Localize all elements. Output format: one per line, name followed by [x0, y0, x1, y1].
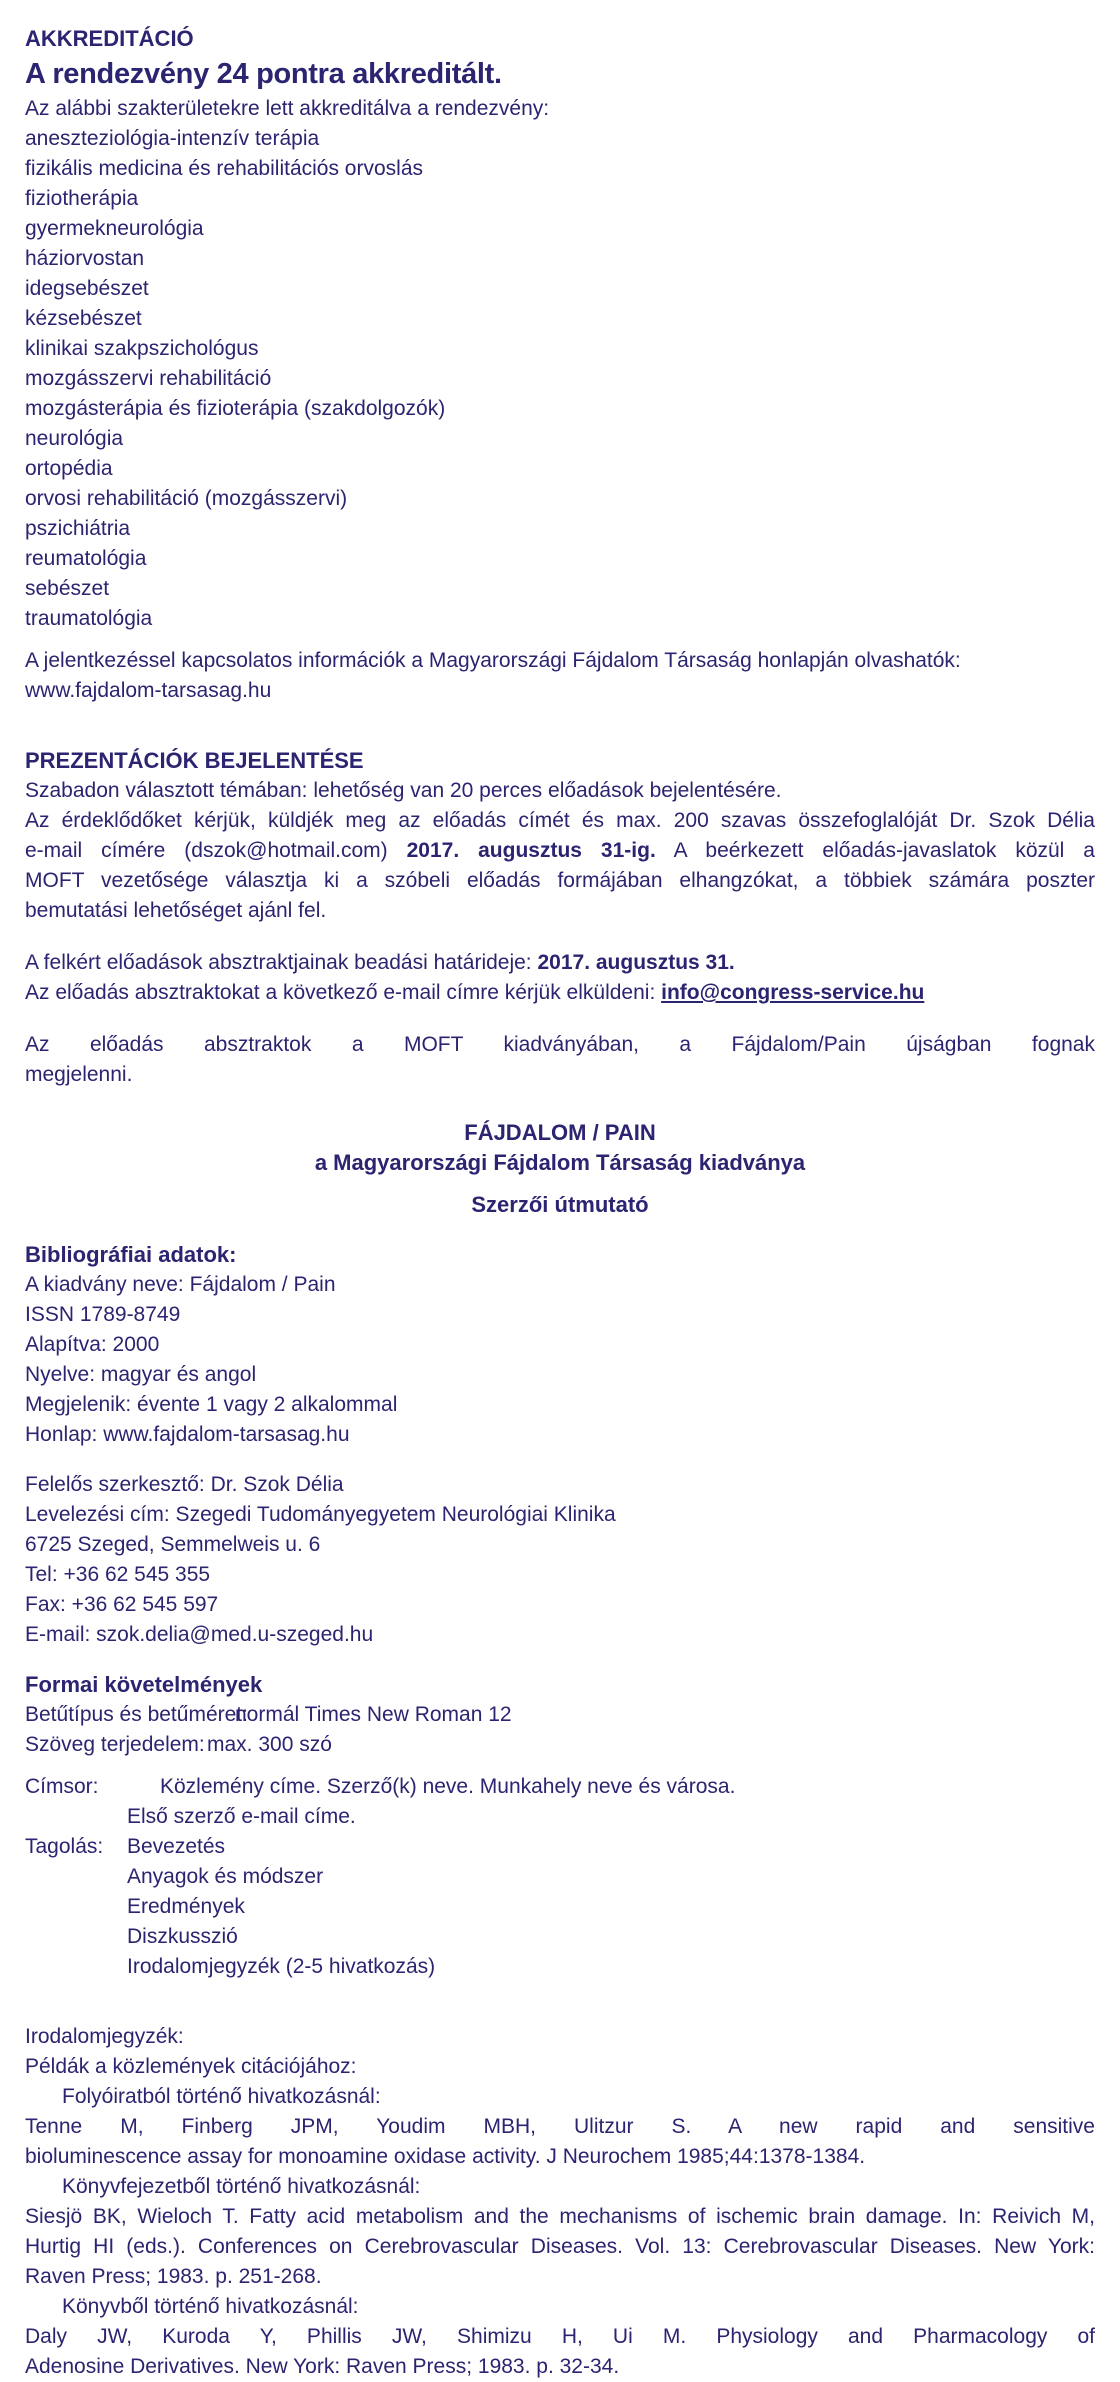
journal-citation — [25, 2112, 1095, 2172]
author-guide-heading: Szerzői útmutató — [471, 1192, 649, 1217]
book-citation-label: Könyvből történő hivatkozásnál: — [62, 2295, 359, 2318]
specialty-item: gyermekneurológia — [25, 217, 204, 240]
row-value: Közlemény címe. Szerző(k) neve. Munkahely neve és városa. — [160, 1775, 736, 1798]
specialty-item: mozgásterápia és fizioterápia (szakdolgozók) — [25, 397, 446, 420]
deadline-text: A felkért előadások absztraktjainak beadási határideje: — [25, 951, 538, 974]
specialty-item: idegsebészet — [25, 277, 149, 300]
specialty-item: kézsebészet — [25, 307, 142, 330]
accreditation-heading: AKKREDITÁCIÓ — [25, 26, 194, 51]
book-citation — [25, 2322, 1095, 2382]
paragraph-line: Az érdeklődőket kérjük, küldjék meg az előadás címét és max. 200 szavas összefoglalóját Dr. Szok Délia — [25, 809, 1095, 832]
bibliography-heading: Bibliográfiai adatok: — [25, 1242, 237, 1267]
formal-heading: Formai követelmények — [25, 1672, 263, 1697]
journal-citation-label: Folyóiratból történő hivatkozásnál: — [62, 2085, 381, 2108]
row-value: normál Times New Roman 12 — [235, 1703, 512, 1726]
bibliography-line: ISSN 1789-8749 — [25, 1303, 181, 1326]
presentations-section — [25, 746, 1095, 1090]
paragraph-line: bemutatási lehetőséget ajánl fel. — [25, 899, 327, 922]
bibliography-section — [25, 1240, 1095, 1450]
specialty-item: klinikai szakpszichológus — [25, 337, 259, 360]
row-label: Címsor: — [25, 1775, 99, 1798]
editorial-line: Tel: +36 62 545 355 — [25, 1563, 211, 1586]
specialty-item: reumatológia — [25, 547, 147, 570]
paragraph-line: Az előadás absztraktok a MOFT kiadványában, a Fájdalom/Pain újságban fognak — [25, 1033, 1095, 1056]
row-value: max. 300 szó — [207, 1733, 332, 1756]
accreditation-title: A rendezvény 24 pontra akkreditált. — [25, 58, 502, 90]
abstract-submission-paragraph — [25, 806, 1095, 926]
editorial-line: Levelezési cím: Szegedi Tudományegyetem Neurológiai Klinika — [25, 1503, 616, 1526]
email-text: Az előadás absztraktokat a következő e-mail címre kérjük elküldeni: — [25, 981, 662, 1004]
specialty-item: pszichiátria — [25, 517, 131, 540]
structure-item: Eredmények — [127, 1895, 245, 1918]
accreditation-intro: Az alábbi szakterületekre lett akkreditálva a rendezvény: — [25, 97, 550, 120]
deadline-line — [25, 948, 1095, 978]
specialty-item: háziorvostan — [25, 247, 145, 270]
row-label: Tagolás: — [25, 1835, 104, 1858]
editorial-line: Felelős szerkesztő: Dr. Szok Délia — [25, 1473, 344, 1496]
paragraph-line: megjelenni. — [25, 1063, 133, 1086]
citation-line: bioluminescence assay for monoamine oxidase activity. J Neurochem 1985;44:1378-1384. — [25, 2145, 866, 2168]
specialty-item: traumatológia — [25, 607, 153, 630]
structure-item: Anyagok és módszer — [127, 1865, 324, 1888]
specialty-item: orvosi rehabilitáció (mozgásszervi) — [25, 487, 348, 510]
citation-line: Hurtig HI (eds.). Conferences on Cerebrovascular Diseases. Vol. 13: Cerebrovascular Diseases. New York: — [25, 2235, 1095, 2258]
chapter-citation — [25, 2202, 1095, 2292]
registration-url: www.fajdalom-tarsasag.hu — [25, 679, 272, 702]
formal-requirements-section — [25, 1670, 1095, 1982]
title-format-line2: Első szerző e-mail címe. — [127, 1805, 356, 1828]
specialty-list — [25, 124, 1095, 634]
structure-item: Irodalomjegyzék (2-5 hivatkozás) — [127, 1955, 436, 1978]
paragraph-text: e-mail címére (dszok@hotmail.com) — [25, 839, 407, 862]
citation-line: Daly JW, Kuroda Y, Phillis JW, Shimizu H, Ui M. Physiology and Pharmacology of — [25, 2325, 1095, 2348]
bibliography-line: Alapítva: 2000 — [25, 1333, 160, 1356]
row-label: Szöveg terjedelem: — [25, 1733, 205, 1756]
editorial-section — [25, 1470, 1095, 1650]
specialty-item: fiziotherápia — [25, 187, 139, 210]
bibliography-line: Megjelenik: évente 1 vagy 2 alkalommal — [25, 1393, 398, 1416]
journal-header-section — [25, 1118, 1095, 1220]
bibliography-line: Nyelve: magyar és angol — [25, 1363, 257, 1386]
citation-line: Tenne M, Finberg JPM, Youdim MBH, Ulitzur S. A new rapid and sensitive — [25, 2115, 1095, 2138]
specialty-item: neurológia — [25, 427, 124, 450]
bibliography-line: Honlap: www.fajdalom-tarsasag.hu — [25, 1423, 350, 1446]
specialty-item: fizikális medicina és rehabilitációs orvoslás — [25, 157, 423, 180]
registration-note: A jelentkezéssel kapcsolatos információk a Magyarországi Fájdalom Társaság honlapján olvashatók: — [25, 649, 961, 672]
citation-line: Adenosine Derivatives. New York: Raven Press; 1983. p. 32-34. — [25, 2355, 620, 2378]
deadline-date: 2017. augusztus 31-ig. — [406, 839, 656, 862]
editorial-line: 6725 Szeged, Semmelweis u. 6 — [25, 1533, 321, 1556]
specialty-item: ortopédia — [25, 457, 113, 480]
paragraph-line — [25, 836, 1095, 866]
specialty-item: sebészet — [25, 577, 110, 600]
editorial-line: E-mail: szok.delia@med.u-szeged.hu — [25, 1623, 374, 1646]
editorial-line: Fax: +36 62 545 597 — [25, 1593, 219, 1616]
bibliography-line: A kiadvány neve: Fájdalom / Pain — [25, 1273, 336, 1296]
abstract-email-link[interactable]: info@congress-service.hu — [661, 981, 925, 1004]
email-line — [25, 978, 1095, 1008]
font-requirement-row — [25, 1700, 1095, 1730]
paragraph-line: MOFT vezetősége választja ki a szóbeli előadás formájában elhangzókat, a többiek számára poszter — [25, 869, 1095, 892]
citation-line: Raven Press; 1983. p. 251-268. — [25, 2265, 322, 2288]
row-value: Bevezetés — [127, 1835, 226, 1858]
row-label: Betűtípus és betűméret: — [25, 1703, 248, 1726]
structure-item: Diszkusszió — [127, 1925, 238, 1948]
chapter-citation-label: Könyvfejezetből történő hivatkozásnál: — [62, 2175, 421, 2198]
presentations-intro: Szabadon választott témában: lehetőség van 20 perces előadások bejelentésére. — [25, 779, 782, 802]
references-section — [25, 2022, 1095, 2382]
journal-title: FÁJDALOM / PAIN — [464, 1120, 656, 1145]
accreditation-section — [25, 24, 1095, 706]
publication-paragraph — [25, 1030, 1095, 1090]
journal-subtitle: a Magyarországi Fájdalom Társaság kiadványa — [314, 1150, 806, 1175]
length-requirement-row — [25, 1730, 1095, 1760]
citation-line: Siesjö BK, Wieloch T. Fatty acid metabolism and the mechanisms of ischemic brain damage. In: Reivich M, — [25, 2205, 1095, 2228]
paragraph-text: A beérkezett előadás-javaslatok közül a — [655, 839, 1095, 862]
specialty-item: mozgásszervi rehabilitáció — [25, 367, 272, 390]
specialty-item: aneszteziológia-intenzív terápia — [25, 127, 320, 150]
presentations-heading: PREZENTÁCIÓK BEJELENTÉSE — [25, 748, 364, 773]
structure-row — [25, 1832, 1095, 1862]
references-heading: Irodalomjegyzék: — [25, 2025, 184, 2048]
title-format-row — [25, 1772, 1095, 1802]
deadline-date: 2017. augusztus 31. — [537, 951, 735, 974]
references-intro: Példák a közlemények citációjához: — [25, 2055, 357, 2078]
